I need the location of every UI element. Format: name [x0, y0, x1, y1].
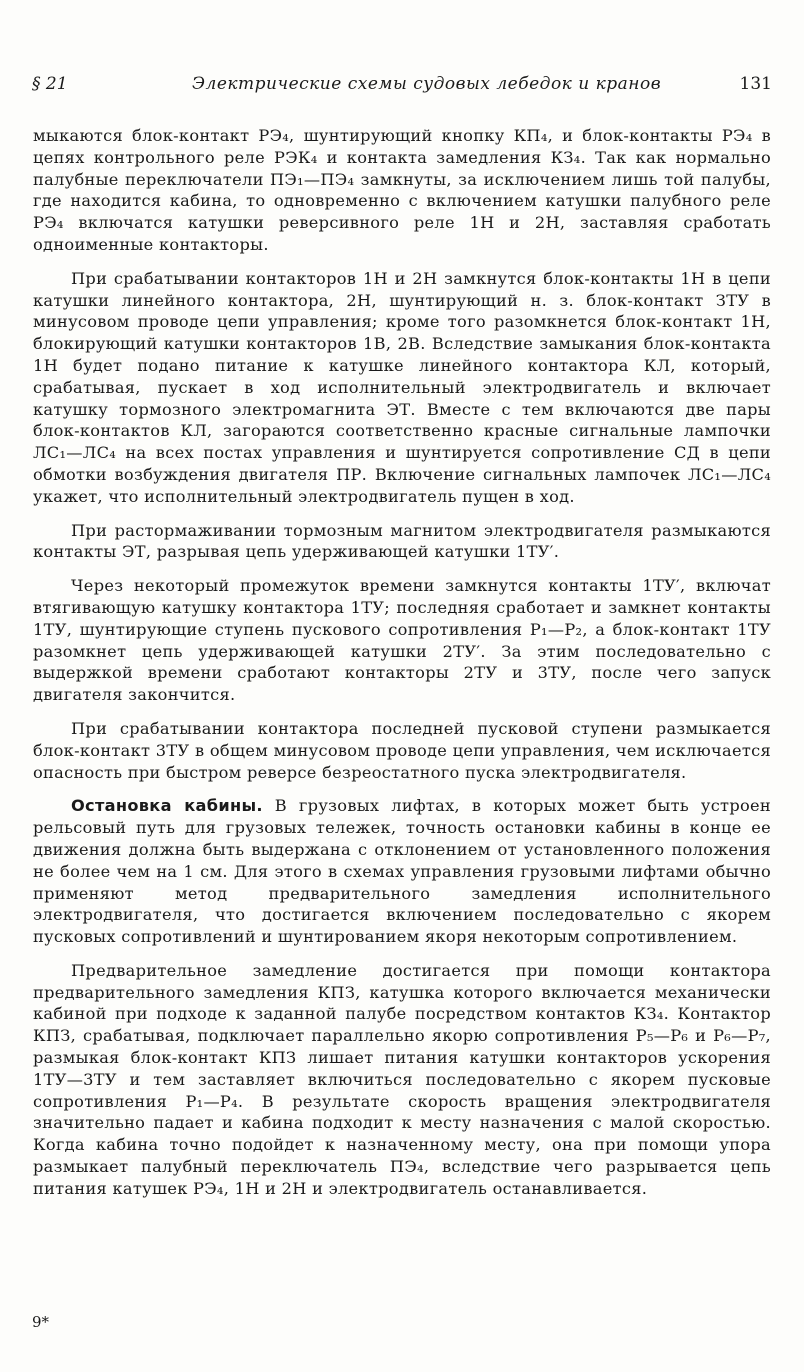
runin-heading: Остановка кабины.: [71, 796, 263, 816]
paragraph-cabin-stop: [33, 795, 771, 948]
running-title: Электрические схемы судовых лебедок и кранов: [192, 74, 662, 94]
paragraph-pre-deceleration: Предварительное замедление достигается при помощи контактора предварительного замедления КПЗ, катушка которого включается механически кабиной при подходе к заданной палубе посредством контактов КЗ₄. Контактор КПЗ, срабатывая, подключает параллельно якорю сопротивления Р₅—Р₆ и Р₆—Р₇, размыкая блок-контакт КПЗ лишает питания катушки контакторов ускорения 1ТУ—3ТУ и тем заставляет включиться последовательно с якорем пусковые сопротивления Р₁—Р₄. В результате скорость вращения электродвигателя значительно падает и кабина подходит к месту назначения с малой скоростью. Когда кабина точно подойдет к назначенному месту, она при помощи упора размыкает палубный переключатель ПЭ₄, вследствие чего разрывается цепь питания катушек РЭ₄, 1Н и 2Н и электродвигатель останавливается.: [33, 960, 771, 1198]
paragraph-cabin-stop-text: В грузовых лифтах, в которых может быть устроен рельсовый путь для грузовых тележек, точность остановки кабины в конце ее движения должна быть выдержана с отклонением от установленного положения не более чем на 1 см. Для этого в схемах управления грузовыми лифтами обычно применяют метод предварительного замедления исполнительного электродвигателя, что достигается включением последовательно с якорем пусковых сопротивлений и шунтированием якоря некоторым сопротивлением.: [33, 796, 771, 947]
paragraph-contactor-operation: При срабатывании контакторов 1Н и 2Н замкнутся блок-контакты 1Н в цепи катушки линейного контактора, 2Н, шунтирующий н. з. блок-контакт ЗТУ в минусовом проводе цепи управления; кроме того разомкнется блок-контакт 1Н, блокирующий катушки контакторов 1В, 2В. Вследствие замыкания блок-контакта 1Н будет подано питание к катушке линейного контактора КЛ, который, срабатывая, пускает в ход исполнительный электродвигатель и включает катушку тормозного электромагнита ЭТ. Вместе с тем включаются две пары блок-контактов КЛ, загораются соответственно красные сигнальные лампочки ЛС₁—ЛС₄ на всех постах управления и шунтируется сопротивление СД в цепи обмотки возбуждения двигателя ПР. Включение сигнальных лампочек ЛС₁—ЛС₄ укажет, что исполнительный электродвигатель пущен в ход.: [33, 268, 771, 506]
running-header: [32, 74, 772, 98]
paragraph-brake-release: При растормаживании тормозным магнитом электродвигателя размыкаются контакты ЭТ, разрывая цепь удерживающей катушки 1ТУ′.: [33, 520, 771, 562]
paragraph-continuation: мыкаются блок-контакт РЭ₄, шунтирующий кнопку КП₄, и блок-контакты РЭ₄ в цепях контрольного реле РЭК₄ и контакта замедления КЗ₄. Так как нормально палубные переключатели ПЭ₁—ПЭ₄ замкнуты, за исключением лишь той палубы, где находится кабина, то одновременно с включением катушки палубного реле РЭ₄ включатся катушки реверсивного реле 1Н и 2Н, заставляя сработать одноименные контакторы.: [33, 126, 771, 254]
body-text: [33, 125, 771, 1200]
section-number: § 21: [32, 74, 68, 94]
paragraph-last-step: При срабатывании контактора последней пусковой ступени размыкается блок-контакт 3ТУ в общем минусовом проводе цепи управления, чем исключается опасность при быстром реверсе безреостатного пуска электродвигателя.: [33, 718, 771, 782]
page-number: 131: [739, 74, 772, 94]
signature-mark: 9*: [32, 1313, 50, 1331]
paragraph-acceleration: Через некоторый промежуток времени замкнутся контакты 1ТУ′, включат втягивающую катушку контактора 1ТУ; последняя сработает и замкнет контакты 1ТУ, шунтирующие ступень пускового сопротивления Р₁—Р₂, а блок-контакт 1ТУ разомкнет цепь удерживающей катушки 2ТУ′. За этим последовательно с выдержкой времени сработают контакторы 2ТУ и 3ТУ, после чего запуск двигателя закончится.: [33, 576, 771, 705]
